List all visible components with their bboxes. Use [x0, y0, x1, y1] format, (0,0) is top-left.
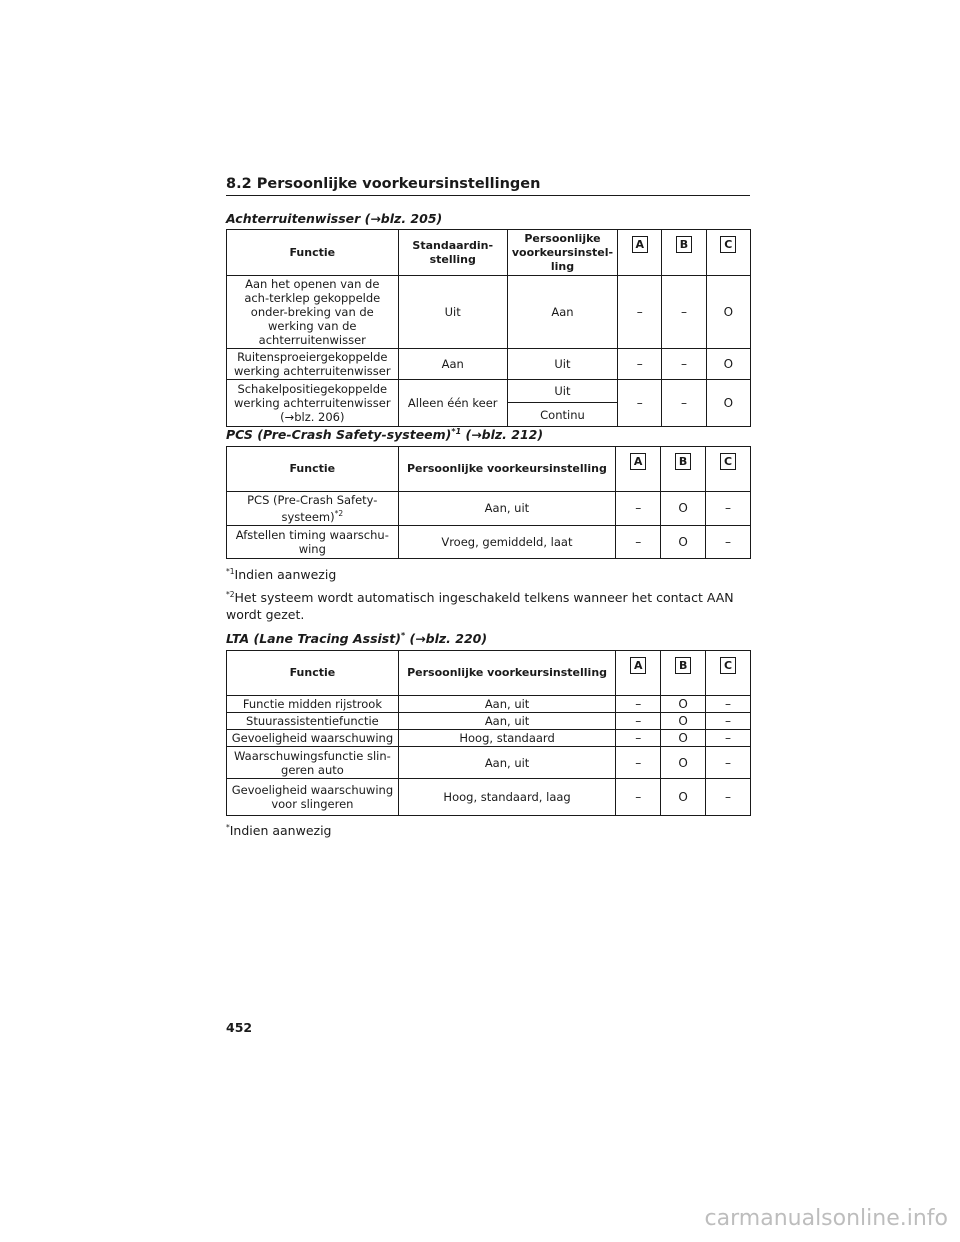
letter-b-icon: B [675, 453, 691, 470]
footnote-1: $^{*1}$Indien aanwezig [226, 567, 337, 583]
letter-b-icon: B [676, 236, 692, 253]
letter-a-icon: A [630, 453, 646, 470]
table-rear-wiper [226, 229, 751, 427]
header-persoonlijk: Persoonlijke voorkeursinstel-ling [507, 230, 617, 276]
table-row: Functie midden rijstrook Aan, uit – O – [227, 696, 751, 713]
letter-b-icon: B [675, 657, 691, 674]
letter-c-icon: C [720, 657, 736, 674]
letter-a-icon: A [632, 236, 648, 253]
page-number: 452 [226, 1020, 253, 1035]
table-row: Aan het openen van de ach-terklep gekoppelde onder-breking van de werking van de achterruitenwisser Uit Aan – – O [227, 276, 751, 349]
letter-c-icon: C [720, 236, 736, 253]
section-title-pcs: PCS (Pre-Crash Safety-systeem)$^{*1}$ (→blz. 212) [226, 427, 544, 443]
table-lta [226, 650, 751, 816]
letter-c-icon: C [720, 453, 736, 470]
watermark: carmanualsonline.info [704, 1206, 948, 1231]
table-row: Gevoeligheid waarschuwing Hoog, standaard – O – [227, 730, 751, 747]
table-pcs [226, 446, 751, 559]
page-header [226, 176, 750, 196]
table-header-row: Functie Persoonlijke voorkeursinstelling A B C [227, 447, 751, 492]
table-row: Stuurassistentiefunctie Aan, uit – O – [227, 713, 751, 730]
table-row: Schakelpositiegekoppelde werking achterruitenwisser (→blz. 206) Alleen één keer Uit – – O [227, 380, 751, 403]
section-title-rear-wiper: Achterruitenwisser (→blz. 205) [226, 211, 443, 226]
footnote-lta: *Indien aanwezig [226, 823, 332, 839]
table-header-row [227, 230, 751, 276]
table-row: Gevoeligheid waarschuwing voor slingeren Hoog, standaard, laag – O – [227, 779, 751, 816]
table-row: Waarschuwingsfunctie slin-geren auto Aan, uit – O – [227, 747, 751, 779]
page-header-title: 8.2 Persoonlijke voorkeursinstellingen [226, 176, 541, 192]
section-title-lta: LTA (Lane Tracing Assist)* (→blz. 220) [226, 631, 488, 647]
table-row: PCS (Pre-Crash Safety-systeem)$^{*2}$ Aan, uit – O – [227, 492, 751, 526]
header-standaard: Standaardin-stelling [398, 230, 507, 276]
footnote-2: $^{*2}$Het systeem wordt automatisch ingeschakeld telkens wanneer het contact AAN wordt gezet. [226, 590, 734, 623]
table-row: Continu [227, 403, 751, 427]
header-functie: Functie [227, 230, 399, 276]
table-row: Afstellen timing waarschu-wing Vroeg, gemiddeld, laat – O – [227, 525, 751, 558]
table-row: Ruitensproeiergekoppelde werking achterruitenwisser Aan Uit – – O [227, 349, 751, 380]
table-header-row: Functie Persoonlijke voorkeursinstelling A B C [227, 651, 751, 696]
letter-a-icon: A [630, 657, 646, 674]
